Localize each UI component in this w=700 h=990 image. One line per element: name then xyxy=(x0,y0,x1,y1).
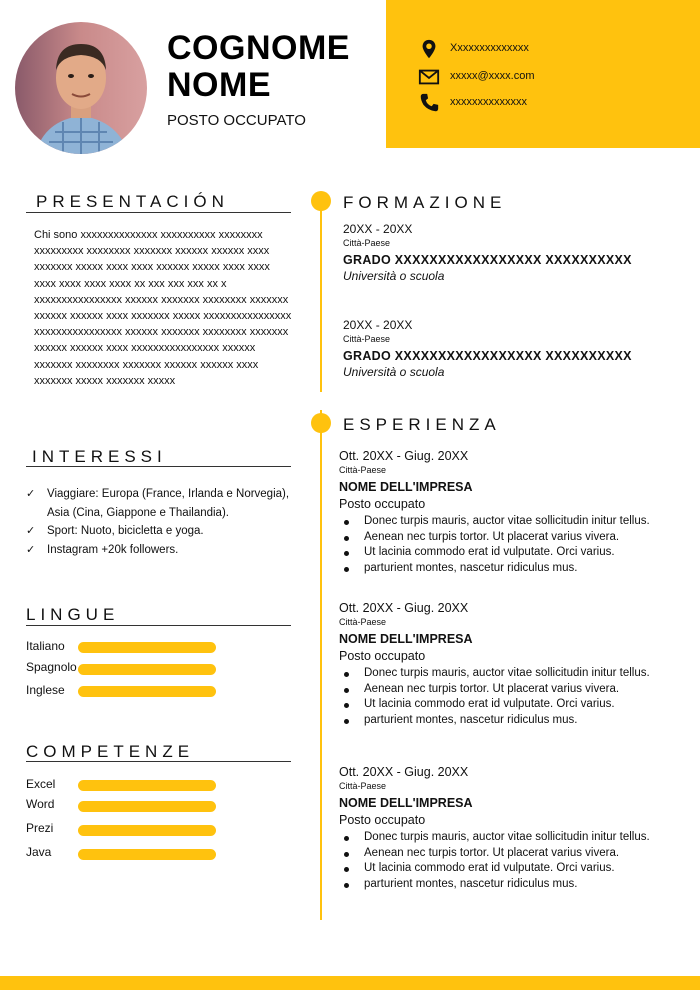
education-school: Università o scuola xyxy=(343,269,445,283)
profile-photo-image xyxy=(15,22,147,154)
skill-label: Word xyxy=(26,797,55,811)
contact-phone xyxy=(450,96,527,108)
education-timeline-dot xyxy=(311,191,331,211)
list-item: Donec turpis mauris, auctor vitae sollicitudin initur tellus. xyxy=(339,514,689,530)
list-item: Ut lacinia commodo erat id vulputate. Orci varius. xyxy=(339,545,689,561)
education-place: Città-Paese xyxy=(343,334,391,344)
experience-company: NOME DELL'IMPRESA xyxy=(339,480,473,494)
presentation-divider xyxy=(26,212,291,213)
experience-timeline-dot xyxy=(311,413,331,433)
language-level-bar xyxy=(78,664,216,675)
languages-divider xyxy=(26,625,291,626)
experience-entry xyxy=(339,765,689,892)
education-dates: 20XX - 20XX xyxy=(343,222,413,236)
presentation-heading: PRESENTACIÓN xyxy=(36,192,229,211)
profile-photo xyxy=(15,22,147,154)
experience-company: NOME DELL'IMPRESA xyxy=(339,796,473,810)
list-item xyxy=(26,485,306,522)
list-item: Aenean nec turpis tortor. Ut placerat varius vivera. xyxy=(339,682,689,698)
first-name: NOME xyxy=(167,66,271,104)
experience-bullets xyxy=(339,830,689,892)
education-degree: GRADO XXXXXXXXXXXXXXXXX XXXXXXXXXX xyxy=(343,349,632,363)
experience-role: Posto occupato xyxy=(339,813,426,827)
skill-label: Excel xyxy=(26,777,56,791)
language-label: Italiano xyxy=(26,639,65,653)
education-school: Università o scuola xyxy=(343,365,445,379)
list-item: Aenean nec turpis tortor. Ut placerat varius vivera. xyxy=(339,846,689,862)
experience-role: Posto occupato xyxy=(339,649,426,663)
list-item: Ut lacinia commodo erat id vulputate. Orci varius. xyxy=(339,697,689,713)
contact-address xyxy=(450,42,529,54)
interests-divider xyxy=(26,466,291,467)
contact-phone-text: xxxxxxxxxxxxxx xyxy=(450,96,527,108)
experience-place: Città-Paese xyxy=(339,781,387,791)
checkmark-icon: ✓ xyxy=(26,525,36,537)
experience-bullets xyxy=(339,666,689,728)
education-heading: FORMAZIONE xyxy=(343,193,507,212)
location-pin-icon xyxy=(418,38,440,60)
interest-text: Viaggiare: Europa (France, Irlanda e Norvegia), Asia (Cina, Giappone e Thailandia). xyxy=(47,488,290,519)
interests-list xyxy=(26,485,306,559)
phone-icon xyxy=(418,92,440,114)
list-item: Donec turpis mauris, auctor vitae sollicitudin initur tellus. xyxy=(339,666,689,682)
list-item: Ut lacinia commodo erat id vulputate. Orci varius. xyxy=(339,861,689,877)
timeline-gap xyxy=(318,392,324,410)
interests-heading: INTERESSI xyxy=(32,447,167,466)
list-item xyxy=(26,541,306,560)
last-name: COGNOME xyxy=(167,29,350,67)
experience-heading: ESPERIENZA xyxy=(343,415,501,434)
experience-entry xyxy=(339,601,689,728)
footer-accent-bar xyxy=(0,976,700,990)
languages-heading: LINGUE xyxy=(26,605,120,624)
experience-dates: Ott. 20XX - Giug. 20XX xyxy=(339,765,469,779)
experience-role: Posto occupato xyxy=(339,497,426,511)
list-item xyxy=(26,522,306,541)
checkmark-icon: ✓ xyxy=(26,543,36,556)
skills-divider xyxy=(26,761,291,762)
full-name xyxy=(167,30,350,104)
experience-dates: Ott. 20XX - Giug. 20XX xyxy=(339,449,469,463)
list-item: Donec turpis mauris, auctor vitae sollicitudin initur tellus. xyxy=(339,830,689,846)
list-item: Aenean nec turpis tortor. Ut placerat varius vivera. xyxy=(339,530,689,546)
education-place: Città-Paese xyxy=(343,238,391,248)
education-entry xyxy=(343,318,683,379)
list-item: parturient montes, nascetur ridiculus mus. xyxy=(339,713,689,729)
experience-company: NOME DELL'IMPRESA xyxy=(339,632,473,646)
job-title: POSTO OCCUPATO xyxy=(167,112,306,129)
contact-email-text: xxxxx@xxxx.com xyxy=(450,70,535,82)
experience-entry xyxy=(339,449,689,576)
language-level-bar xyxy=(78,686,216,697)
interest-text: Sport: Nuoto, bicicletta e yoga. xyxy=(47,525,204,537)
education-degree: GRADO XXXXXXXXXXXXXXXXX XXXXXXXXXX xyxy=(343,253,632,267)
skill-level-bar xyxy=(78,801,216,812)
contact-address-text: Xxxxxxxxxxxxxx xyxy=(450,42,529,54)
language-label: Inglese xyxy=(26,683,65,697)
envelope-icon xyxy=(418,66,440,88)
interest-text: Instagram +20k followers. xyxy=(47,543,179,556)
skill-level-bar xyxy=(78,849,216,860)
experience-bullets xyxy=(339,514,689,576)
experience-place: Città-Paese xyxy=(339,617,387,627)
skill-level-bar xyxy=(78,825,216,836)
presentation-text: Chi sono xxxxxxxxxxxxxx xxxxxxxxxx xxxxxxxx xxxxxxxxx xxxxxxxx xxxxxxx xxxxxx xxxxxx xxxx xxxxxxx xxxxx xxxx xxxx xxxxxx xxxxx xxxx xxxx xxxx xxxx xxxx xxxx xx xxx xxx xxx xx x xxxxxxxxxxxxxxxx xxxxxx xxxxxxx xxxxxxxx xxxxxxx xxxxxx xxxxxx xxxx xxxxxxx xxxxx xxxxxxxxxxxxxxxx xxxxxxxxxxxxxxxx xxxxxx xxxxxxx xxxxxxxx xxxxxxx xxxxxx xxxxxx xxxx xxxxxxxxxxxxxxxx xxxxxx xxxxxxx xxxxxxxx xxxxxxx xxxxxx xxxxxx xxxx xxxxxxx xxxxx xxxxxxx xxxxx xyxy=(34,229,292,387)
contact-email xyxy=(450,70,535,82)
language-label: Spagnolo xyxy=(26,660,77,674)
skill-label: Java xyxy=(26,845,52,859)
list-item: parturient montes, nascetur ridiculus mus. xyxy=(339,877,689,893)
timeline-line xyxy=(320,200,322,920)
skill-label: Prezi xyxy=(26,821,54,835)
contact-panel xyxy=(386,0,700,148)
language-level-bar xyxy=(78,642,216,653)
experience-place: Città-Paese xyxy=(339,465,387,475)
education-entry xyxy=(343,222,683,283)
education-dates: 20XX - 20XX xyxy=(343,318,413,332)
list-item: parturient montes, nascetur ridiculus mus. xyxy=(339,561,689,577)
skill-level-bar xyxy=(78,780,216,791)
experience-dates: Ott. 20XX - Giug. 20XX xyxy=(339,601,469,615)
skills-heading: COMPETENZE xyxy=(26,742,195,761)
checkmark-icon: ✓ xyxy=(26,488,36,500)
